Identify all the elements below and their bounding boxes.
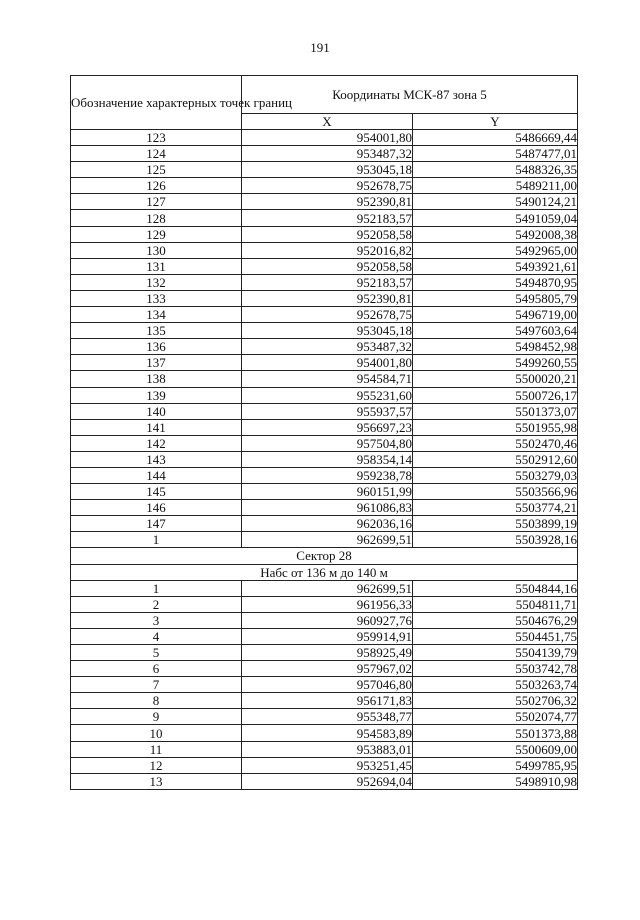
- point-id-cell: 125: [71, 162, 242, 178]
- x-coordinate-cell: 952390,81: [242, 194, 413, 210]
- point-id-cell: 140: [71, 403, 242, 419]
- x-coordinate-cell: 954583,89: [242, 725, 413, 741]
- point-id-cell: 136: [71, 339, 242, 355]
- point-id-cell: 139: [71, 387, 242, 403]
- point-id-cell: 144: [71, 467, 242, 483]
- y-coordinate-cell: 5494870,95: [413, 274, 578, 290]
- y-coordinate-cell: 5489211,00: [413, 178, 578, 194]
- x-coordinate-cell: 961086,83: [242, 500, 413, 516]
- point-id-cell: 146: [71, 500, 242, 516]
- table-row: [71, 725, 578, 741]
- x-coordinate-cell: 952678,75: [242, 178, 413, 194]
- table-row: [71, 467, 578, 483]
- x-coordinate-cell: 953045,18: [242, 323, 413, 339]
- y-coordinate-cell: 5503899,19: [413, 516, 578, 532]
- point-id-cell: 142: [71, 435, 242, 451]
- x-coordinate-cell: 958925,49: [242, 645, 413, 661]
- point-id-cell: 11: [71, 741, 242, 757]
- y-coordinate-cell: 5502912,60: [413, 451, 578, 467]
- x-coordinate-cell: 952390,81: [242, 290, 413, 306]
- table-row: [71, 419, 578, 435]
- x-coordinate-cell: 961956,33: [242, 596, 413, 612]
- y-coordinate-cell: 5500020,21: [413, 371, 578, 387]
- x-coordinate-cell: 955348,77: [242, 709, 413, 725]
- table-row: [71, 500, 578, 516]
- y-coordinate-cell: 5504139,79: [413, 645, 578, 661]
- y-coordinate-cell: 5501373,07: [413, 403, 578, 419]
- point-id-cell: 129: [71, 226, 242, 242]
- x-coordinate-cell: 954001,80: [242, 355, 413, 371]
- point-id-cell: 1: [71, 532, 242, 548]
- point-id-cell: 130: [71, 242, 242, 258]
- y-coordinate-cell: 5504676,29: [413, 612, 578, 628]
- y-coordinate-cell: 5486669,44: [413, 130, 578, 146]
- x-coordinate-cell: 955231,60: [242, 387, 413, 403]
- table-row: [71, 146, 578, 162]
- y-coordinate-cell: 5488326,35: [413, 162, 578, 178]
- table-row: [71, 307, 578, 323]
- y-coordinate-cell: 5502074,77: [413, 709, 578, 725]
- table-row: [71, 757, 578, 773]
- point-id-cell: 132: [71, 274, 242, 290]
- point-id-cell: 143: [71, 451, 242, 467]
- point-id-cell: 128: [71, 210, 242, 226]
- y-coordinate-cell: 5492008,38: [413, 226, 578, 242]
- y-coordinate-cell: 5503279,03: [413, 467, 578, 483]
- y-column-header: Y: [413, 114, 578, 130]
- point-id-cell: 12: [71, 757, 242, 773]
- table-row: [71, 258, 578, 274]
- x-coordinate-cell: 952058,58: [242, 258, 413, 274]
- y-coordinate-cell: 5490124,21: [413, 194, 578, 210]
- y-coordinate-cell: 5500609,00: [413, 741, 578, 757]
- table-row: [71, 355, 578, 371]
- y-coordinate-cell: 5503566,96: [413, 484, 578, 500]
- point-id-cell: 123: [71, 130, 242, 146]
- y-coordinate-cell: 5501955,98: [413, 419, 578, 435]
- x-coordinate-cell: 952058,58: [242, 226, 413, 242]
- table-row: [71, 741, 578, 757]
- y-coordinate-cell: 5499260,55: [413, 355, 578, 371]
- y-coordinate-cell: 5503928,16: [413, 532, 578, 548]
- table-row: [71, 484, 578, 500]
- point-id-cell: 13: [71, 773, 242, 789]
- table-row: [71, 628, 578, 644]
- point-id-cell: 3: [71, 612, 242, 628]
- x-coordinate-cell: 952678,75: [242, 307, 413, 323]
- table-row: [71, 339, 578, 355]
- table-row: [71, 226, 578, 242]
- x-coordinate-cell: 954584,71: [242, 371, 413, 387]
- table-row: [71, 532, 578, 548]
- table-row: [71, 210, 578, 226]
- x-coordinate-cell: 962699,51: [242, 580, 413, 596]
- y-coordinate-cell: 5487477,01: [413, 146, 578, 162]
- y-coordinate-cell: 5496719,00: [413, 307, 578, 323]
- x-coordinate-cell: 962036,16: [242, 516, 413, 532]
- point-id-cell: 6: [71, 661, 242, 677]
- y-coordinate-cell: 5498910,98: [413, 773, 578, 789]
- point-id-cell: 138: [71, 371, 242, 387]
- point-id-cell: 9: [71, 709, 242, 725]
- table-row: [71, 693, 578, 709]
- x-coordinate-cell: 952694,04: [242, 773, 413, 789]
- table-row: [71, 596, 578, 612]
- x-coordinate-cell: 958354,14: [242, 451, 413, 467]
- table-row: [71, 178, 578, 194]
- coordinates-table: [70, 75, 578, 790]
- page-number: 191: [310, 40, 330, 55]
- table-row: [71, 371, 578, 387]
- point-id-cell: 131: [71, 258, 242, 274]
- point-id-cell: 2: [71, 596, 242, 612]
- table-row: [71, 162, 578, 178]
- table-row: [71, 274, 578, 290]
- table-row: [71, 661, 578, 677]
- y-coordinate-cell: 5501373,88: [413, 725, 578, 741]
- y-coordinate-cell: 5495805,79: [413, 290, 578, 306]
- x-coordinate-cell: 953487,32: [242, 339, 413, 355]
- table-row: [71, 612, 578, 628]
- x-coordinate-cell: 953045,18: [242, 162, 413, 178]
- point-id-cell: 7: [71, 677, 242, 693]
- x-coordinate-cell: 957967,02: [242, 661, 413, 677]
- point-id-cell: 133: [71, 290, 242, 306]
- x-coordinate-cell: 962699,51: [242, 532, 413, 548]
- table-body: [71, 130, 578, 790]
- y-coordinate-cell: 5503742,78: [413, 661, 578, 677]
- table-row: [71, 435, 578, 451]
- table-row: [71, 403, 578, 419]
- point-id-cell: 145: [71, 484, 242, 500]
- table-row: [71, 387, 578, 403]
- y-coordinate-cell: 5504844,16: [413, 580, 578, 596]
- x-coordinate-cell: 955937,57: [242, 403, 413, 419]
- x-coordinate-cell: 959238,78: [242, 467, 413, 483]
- x-coordinate-cell: 957046,80: [242, 677, 413, 693]
- table-row: [71, 242, 578, 258]
- x-coordinate-cell: 954001,80: [242, 130, 413, 146]
- y-coordinate-cell: 5500726,17: [413, 387, 578, 403]
- table-row: [71, 645, 578, 661]
- point-id-cell: 127: [71, 194, 242, 210]
- table-row: [71, 451, 578, 467]
- coordinates-system-header: Координаты МСК-87 зона 5: [242, 76, 578, 114]
- y-coordinate-cell: 5504811,71: [413, 596, 578, 612]
- section-label: Набс от 136 м до 140 м: [71, 564, 578, 580]
- x-coordinate-cell: 952183,57: [242, 210, 413, 226]
- y-coordinate-cell: 5502706,32: [413, 693, 578, 709]
- point-id-cell: 141: [71, 419, 242, 435]
- table-row: [71, 580, 578, 596]
- x-coordinate-cell: 960927,76: [242, 612, 413, 628]
- section-label: Сектор 28: [71, 548, 578, 564]
- point-id-cell: 134: [71, 307, 242, 323]
- y-coordinate-cell: 5499785,95: [413, 757, 578, 773]
- y-coordinate-cell: 5493921,61: [413, 258, 578, 274]
- x-coordinate-cell: 957504,80: [242, 435, 413, 451]
- x-coordinate-cell: 953251,45: [242, 757, 413, 773]
- point-id-cell: 1: [71, 580, 242, 596]
- point-id-cell: 147: [71, 516, 242, 532]
- x-coordinate-cell: 952016,82: [242, 242, 413, 258]
- table-row: [71, 194, 578, 210]
- point-id-cell: 4: [71, 628, 242, 644]
- y-coordinate-cell: 5503263,74: [413, 677, 578, 693]
- x-coordinate-cell: 953883,01: [242, 741, 413, 757]
- point-id-cell: 135: [71, 323, 242, 339]
- point-id-cell: 10: [71, 725, 242, 741]
- table-row: [71, 677, 578, 693]
- table-row: [71, 773, 578, 789]
- y-coordinate-cell: 5497603,64: [413, 323, 578, 339]
- y-coordinate-cell: 5492965,00: [413, 242, 578, 258]
- point-column-header: Обозначение характерных точек границ: [71, 76, 242, 130]
- section-row: [71, 548, 578, 564]
- point-id-cell: 126: [71, 178, 242, 194]
- y-coordinate-cell: 5504451,75: [413, 628, 578, 644]
- table-row: [71, 290, 578, 306]
- y-coordinate-cell: 5502470,46: [413, 435, 578, 451]
- point-id-cell: 137: [71, 355, 242, 371]
- section-row: [71, 564, 578, 580]
- table-row: [71, 323, 578, 339]
- y-coordinate-cell: 5491059,04: [413, 210, 578, 226]
- x-coordinate-cell: 956171,83: [242, 693, 413, 709]
- point-id-cell: 5: [71, 645, 242, 661]
- x-coordinate-cell: 953487,32: [242, 146, 413, 162]
- point-id-cell: 124: [71, 146, 242, 162]
- table-row: [71, 516, 578, 532]
- table-row: [71, 130, 578, 146]
- y-coordinate-cell: 5503774,21: [413, 500, 578, 516]
- x-column-header: X: [242, 114, 413, 130]
- point-id-cell: 8: [71, 693, 242, 709]
- x-coordinate-cell: 952183,57: [242, 274, 413, 290]
- x-coordinate-cell: 960151,99: [242, 484, 413, 500]
- x-coordinate-cell: 956697,23: [242, 419, 413, 435]
- x-coordinate-cell: 959914,91: [242, 628, 413, 644]
- table-row: [71, 709, 578, 725]
- y-coordinate-cell: 5498452,98: [413, 339, 578, 355]
